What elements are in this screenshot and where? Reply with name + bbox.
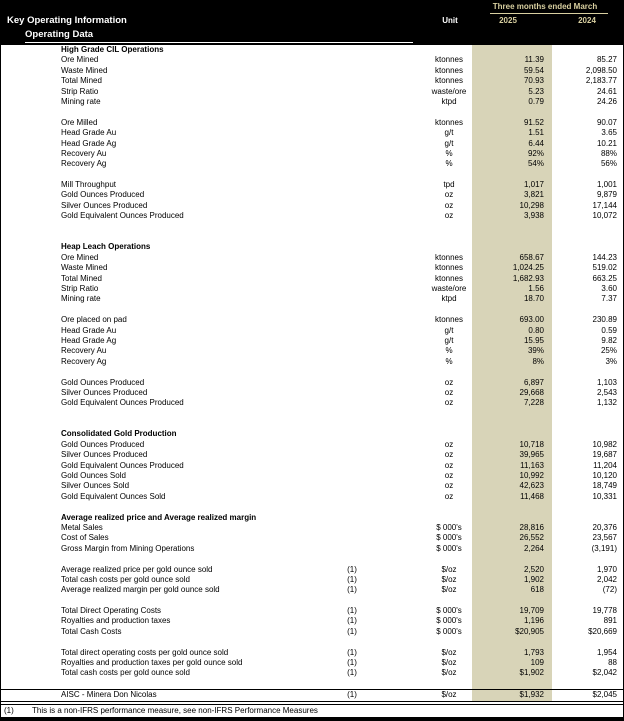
- row-label: Ore Milled: [61, 117, 98, 127]
- footnote-ref: (1): [347, 564, 357, 574]
- data-row: [1, 606, 623, 616]
- value-2024: 88%: [600, 148, 617, 158]
- spacer-row: [1, 222, 623, 232]
- value-2025: $20,905: [515, 626, 544, 636]
- unit-cell: oz: [444, 387, 454, 397]
- value-2025: $1,902: [519, 668, 544, 678]
- value-2025: 54%: [527, 159, 544, 169]
- value-2025: 1,024.25: [512, 263, 544, 273]
- value-2025: 39,965: [519, 450, 544, 460]
- footnote-text: This is a non-IFRS performance measure, see non-IFRS Performance Measures: [32, 706, 318, 715]
- value-2025: 1,902: [523, 574, 544, 584]
- unit-cell: ktonnes: [434, 76, 464, 86]
- data-row: [1, 440, 623, 450]
- spacer-row: [1, 502, 623, 512]
- unit-cell: waste/ore: [431, 283, 467, 293]
- section-header-row: [1, 429, 623, 439]
- value-2025: 1.56: [528, 283, 544, 293]
- unit-cell: ktonnes: [434, 55, 464, 65]
- data-row: [1, 263, 623, 273]
- value-2025: 19,709: [519, 606, 544, 616]
- unit-cell: $ 000's: [436, 626, 462, 636]
- row-label: Silver Ounces Produced: [61, 450, 148, 460]
- unit-cell: waste/ore: [431, 86, 467, 96]
- value-2024: 19,778: [592, 606, 617, 616]
- subtitle-underline: [25, 42, 413, 43]
- spacer-row: [1, 367, 623, 377]
- data-row: [1, 616, 623, 626]
- value-2025: $1,932: [519, 690, 544, 700]
- section-header-row: [1, 513, 623, 523]
- row-label: Total Mined: [61, 273, 102, 283]
- data-row: [1, 357, 623, 367]
- row-label: Gold Equivalent Ounces Sold: [61, 491, 166, 501]
- value-2024: 10,331: [592, 491, 617, 501]
- unit-cell: ktonnes: [434, 117, 464, 127]
- data-row: [1, 97, 623, 107]
- value-2024: 10,120: [592, 471, 617, 481]
- data-row: [1, 533, 623, 543]
- data-row: [1, 481, 623, 491]
- value-2025: 10,992: [519, 471, 544, 481]
- unit-cell: $ 000's: [436, 606, 462, 616]
- value-2024: 2,042: [596, 574, 617, 584]
- value-2024: 10,982: [592, 439, 617, 449]
- row-label: Head Grade Au: [61, 325, 117, 335]
- row-label: Recovery Ag: [61, 159, 107, 169]
- row-label: Mining rate: [61, 294, 101, 304]
- row-label: Waste Mined: [61, 65, 108, 75]
- section-header-row: [1, 45, 623, 55]
- row-label: Cost of Sales: [61, 533, 109, 543]
- unit-cell: %: [445, 346, 453, 356]
- table-rows: [1, 45, 623, 701]
- value-2025: 18.70: [523, 294, 544, 304]
- value-2024: (72): [602, 585, 617, 595]
- row-label: Strip Ratio: [61, 283, 99, 293]
- unit-cell: oz: [444, 377, 454, 387]
- row-label: Gross Margin from Mining Operations: [61, 543, 195, 553]
- value-2024: 20,376: [592, 522, 617, 532]
- value-2025: 6.44: [528, 138, 544, 148]
- unit-cell: oz: [444, 471, 454, 481]
- data-row: [1, 180, 623, 190]
- value-2024: 2,098.50: [585, 65, 617, 75]
- value-2024: 9,879: [596, 190, 617, 200]
- footnote-ref: (1): [347, 647, 357, 657]
- page-title: Key Operating Information: [7, 15, 127, 26]
- unit-cell: $/oz: [441, 564, 457, 574]
- data-row: [1, 575, 623, 585]
- data-row: [1, 201, 623, 211]
- row-label: Average realized price and Average realized margin: [61, 512, 257, 522]
- value-2025: 2,520: [523, 564, 544, 574]
- row-label: Ore placed on pad: [61, 315, 127, 325]
- spacer-row: [1, 409, 623, 419]
- value-2025: 2,264: [523, 543, 544, 553]
- row-label: Gold Ounces Produced: [61, 439, 145, 449]
- value-2024: 1,954: [596, 647, 617, 657]
- unit-cell: oz: [444, 200, 454, 210]
- value-2025: 11.39: [524, 55, 544, 65]
- value-2024: 10,072: [592, 211, 617, 221]
- value-2025: 5.23: [528, 86, 544, 96]
- unit-cell: ktonnes: [434, 315, 464, 325]
- value-2025: 1.51: [528, 128, 544, 138]
- data-row: [1, 378, 623, 388]
- value-2025: 7,228: [523, 398, 544, 408]
- row-label: Average realized margin per gold ounce sold: [61, 585, 220, 595]
- row-label: Recovery Au: [61, 346, 107, 356]
- value-2025: 1,682.93: [512, 273, 544, 283]
- unit-cell: g/t: [444, 335, 454, 345]
- value-2025: 6,897: [523, 377, 544, 387]
- row-label: Recovery Ag: [61, 356, 107, 366]
- spacer-row: [1, 637, 623, 647]
- unit-cell: $/oz: [441, 574, 457, 584]
- value-2024: 90.07: [596, 117, 617, 127]
- value-2025: 109: [530, 658, 544, 668]
- row-label: Royalties and production taxes: [61, 616, 171, 626]
- value-2024: $20,669: [588, 626, 617, 636]
- unit-cell: ktonnes: [434, 65, 464, 75]
- row-label: Total Cash Costs: [61, 626, 122, 636]
- section-title-operating-data: Operating Data: [25, 29, 94, 40]
- value-2025: 91.52: [523, 117, 544, 127]
- value-2024: 9.82: [601, 335, 617, 345]
- value-2024: 18,749: [592, 481, 617, 491]
- data-row: [1, 668, 623, 678]
- value-2024: 25%: [600, 346, 617, 356]
- row-label: Metal Sales: [61, 522, 103, 532]
- value-2025: 0.80: [528, 325, 544, 335]
- value-2024: 56%: [600, 159, 617, 169]
- data-row: [1, 523, 623, 533]
- data-row: [1, 565, 623, 575]
- row-label: Mill Throughput: [61, 180, 116, 190]
- table-header: [1, 0, 623, 45]
- row-label: Head Grade Au: [61, 128, 117, 138]
- row-label: Ore Mined: [61, 252, 99, 262]
- value-2024: 88: [608, 658, 617, 668]
- value-2025: 1,196: [523, 616, 544, 626]
- value-2024: 2,183.77: [585, 76, 617, 86]
- data-row: [1, 118, 623, 128]
- value-2024: $2,045: [592, 690, 617, 700]
- data-row: [1, 159, 623, 169]
- row-label: Gold Equivalent Ounces Produced: [61, 460, 184, 470]
- value-2025: 3,938: [523, 211, 544, 221]
- footnote-ref: (1): [347, 658, 357, 668]
- data-row: [1, 284, 623, 294]
- data-row: [1, 326, 623, 336]
- unit-cell: ktonnes: [434, 252, 464, 262]
- data-row: [1, 211, 623, 221]
- unit-cell: oz: [444, 211, 454, 221]
- row-label: Recovery Au: [61, 148, 107, 158]
- spacer-row: [1, 596, 623, 606]
- row-label: Strip Ratio: [61, 86, 99, 96]
- unit-cell: $ 000's: [436, 533, 462, 543]
- data-row: [1, 388, 623, 398]
- row-label: Total Mined: [61, 76, 102, 86]
- row-label: Gold Ounces Produced: [61, 377, 145, 387]
- value-2024: 11,204: [593, 460, 617, 470]
- value-2024: (3,191): [591, 543, 617, 553]
- value-2024: 23,567: [592, 533, 617, 543]
- unit-cell: tpd: [443, 180, 455, 190]
- column-header-2024: 2024: [578, 16, 596, 25]
- total-row: [1, 689, 623, 700]
- row-label: Total cash costs per gold ounce sold: [61, 574, 190, 584]
- row-label: Mining rate: [61, 96, 101, 106]
- unit-cell: $/oz: [441, 658, 457, 668]
- footnote-ref: (1): [347, 616, 357, 626]
- value-2025: 15.95: [523, 335, 544, 345]
- unit-cell: g/t: [444, 138, 454, 148]
- data-row: [1, 336, 623, 346]
- value-2024: 1,970: [596, 564, 617, 574]
- value-2025: 29,668: [519, 387, 544, 397]
- row-label: Head Grade Ag: [61, 138, 117, 148]
- unit-cell: ktpd: [441, 294, 457, 304]
- row-label: Silver Ounces Produced: [61, 387, 148, 397]
- row-label: Royalties and production taxes per gold ounce sold: [61, 658, 243, 668]
- data-row: [1, 76, 623, 86]
- value-2025: 39%: [527, 346, 544, 356]
- unit-cell: ktpd: [441, 96, 457, 106]
- unit-cell: g/t: [444, 325, 454, 335]
- row-label: Ore Mined: [61, 55, 99, 65]
- footnote-ref: (1): [347, 574, 357, 584]
- value-2024: 144.23: [592, 252, 617, 262]
- unit-cell: oz: [444, 481, 454, 491]
- unit-cell: %: [445, 148, 453, 158]
- value-2025: 1,793: [523, 647, 544, 657]
- value-2025: 618: [530, 585, 544, 595]
- footnote-ref: (1): [347, 626, 357, 636]
- value-2025: 28,816: [519, 522, 544, 532]
- data-row: [1, 315, 623, 325]
- row-label: Gold Ounces Sold: [61, 471, 126, 481]
- value-2025: 42,623: [519, 481, 544, 491]
- value-2025: 26,552: [519, 533, 544, 543]
- value-2024: 24.26: [596, 96, 617, 106]
- bottom-border: [1, 717, 623, 721]
- value-2024: 1,001: [596, 180, 617, 190]
- value-2024: 7.37: [601, 294, 617, 304]
- data-row: [1, 658, 623, 668]
- footnote-ref: (1): [347, 668, 357, 678]
- spacer-row: [1, 419, 623, 429]
- data-row: [1, 55, 623, 65]
- unit-cell: oz: [444, 491, 454, 501]
- value-2024: 230.89: [592, 315, 617, 325]
- spacer-row: [1, 232, 623, 242]
- unit-cell: oz: [444, 460, 454, 470]
- value-2024: 3.65: [601, 128, 617, 138]
- data-row: [1, 139, 623, 149]
- value-2024: 3%: [605, 356, 617, 366]
- value-2024: 85.27: [596, 55, 617, 65]
- data-row: [1, 398, 623, 408]
- row-label: Heap Leach Operations: [61, 242, 151, 252]
- period-label: Three months ended March: [492, 2, 598, 11]
- value-2024: 19,687: [592, 450, 617, 460]
- row-label: Head Grade Ag: [61, 335, 117, 345]
- footnote: [1, 705, 623, 717]
- row-label: Consolidated Gold Production: [61, 429, 177, 439]
- unit-cell: oz: [444, 450, 454, 460]
- row-label: Gold Equivalent Ounces Produced: [61, 211, 184, 221]
- unit-cell: $/oz: [441, 647, 457, 657]
- value-2025: 10,298: [519, 200, 544, 210]
- value-2024: 3.60: [601, 283, 617, 293]
- data-row: [1, 346, 623, 356]
- value-2024: 10.21: [596, 138, 617, 148]
- data-row: [1, 648, 623, 658]
- value-2024: 0.59: [601, 325, 617, 335]
- value-2025: 70.93: [523, 76, 544, 86]
- unit-cell: $/oz: [441, 585, 457, 595]
- spacer-row: [1, 107, 623, 117]
- column-header-2025: 2025: [499, 16, 517, 25]
- spacer-row: [1, 554, 623, 564]
- data-row: [1, 274, 623, 284]
- value-2024: 2,543: [596, 387, 617, 397]
- value-2025: 11,468: [520, 491, 544, 501]
- row-label: Total Direct Operating Costs: [61, 606, 162, 616]
- unit-cell: oz: [444, 439, 454, 449]
- data-row: [1, 450, 623, 460]
- row-label: Silver Ounces Produced: [61, 200, 148, 210]
- spacer-row: [1, 679, 623, 689]
- row-label: Gold Ounces Produced: [61, 190, 145, 200]
- footnote-ref: (1): [347, 585, 357, 595]
- value-2025: 8%: [532, 356, 544, 366]
- value-2025: 59.54: [523, 65, 544, 75]
- data-row: [1, 87, 623, 97]
- value-2024: 24.61: [596, 86, 617, 96]
- row-label: Total cash costs per gold ounce sold: [61, 668, 190, 678]
- value-2025: 10,718: [519, 439, 544, 449]
- data-row: [1, 627, 623, 637]
- value-2025: 693.00: [519, 315, 544, 325]
- value-2025: 3,821: [523, 190, 544, 200]
- unit-cell: %: [445, 159, 453, 169]
- value-2025: 658.67: [519, 252, 544, 262]
- data-row: [1, 66, 623, 76]
- unit-cell: oz: [444, 190, 454, 200]
- spacer-row: [1, 305, 623, 315]
- unit-column-header: Unit: [442, 16, 458, 25]
- data-row: [1, 492, 623, 502]
- unit-cell: g/t: [444, 128, 454, 138]
- unit-cell: $ 000's: [436, 616, 462, 626]
- data-row: [1, 149, 623, 159]
- footnote-ref: (1): [347, 606, 357, 616]
- row-label: High Grade CIL Operations: [61, 45, 164, 54]
- value-2024: 891: [603, 616, 617, 626]
- unit-cell: $ 000's: [436, 522, 462, 532]
- unit-cell: ktonnes: [434, 273, 464, 283]
- period-underline: [490, 13, 608, 14]
- value-2024: 17,144: [592, 200, 617, 210]
- row-label: Gold Equivalent Ounces Produced: [61, 398, 184, 408]
- row-label: Average realized price per gold ounce sold: [61, 564, 213, 574]
- unit-cell: $/oz: [441, 690, 457, 700]
- value-2024: 1,132: [596, 398, 617, 408]
- data-row: [1, 544, 623, 554]
- unit-cell: oz: [444, 398, 454, 408]
- value-2025: 11,163: [520, 460, 544, 470]
- row-label: Silver Ounces Sold: [61, 481, 130, 491]
- value-2025: 1,017: [523, 180, 544, 190]
- data-row: [1, 253, 623, 263]
- data-row: [1, 128, 623, 138]
- row-label: AISC - Minera Don Nicolas: [61, 690, 157, 700]
- unit-cell: $/oz: [441, 668, 457, 678]
- section-header-row: [1, 242, 623, 252]
- value-2025: 92%: [527, 148, 544, 158]
- data-row: [1, 471, 623, 481]
- value-2025: 0.79: [528, 96, 544, 106]
- footnote-ref: (1): [347, 690, 357, 700]
- spacer-row: [1, 170, 623, 180]
- unit-cell: $ 000's: [436, 543, 462, 553]
- row-label: Total direct operating costs per gold ounce sold: [61, 647, 229, 657]
- value-2024: $2,042: [592, 668, 617, 678]
- row-label: Waste Mined: [61, 263, 108, 273]
- unit-cell: ktonnes: [434, 263, 464, 273]
- unit-cell: %: [445, 356, 453, 366]
- value-2024: 519.02: [592, 263, 617, 273]
- value-2024: 663.25: [592, 273, 617, 283]
- footnote-marker: (1): [4, 706, 14, 715]
- data-row: [1, 294, 623, 304]
- value-2024: 1,103: [596, 377, 617, 387]
- data-row: [1, 190, 623, 200]
- data-row: [1, 461, 623, 471]
- data-row: [1, 585, 623, 595]
